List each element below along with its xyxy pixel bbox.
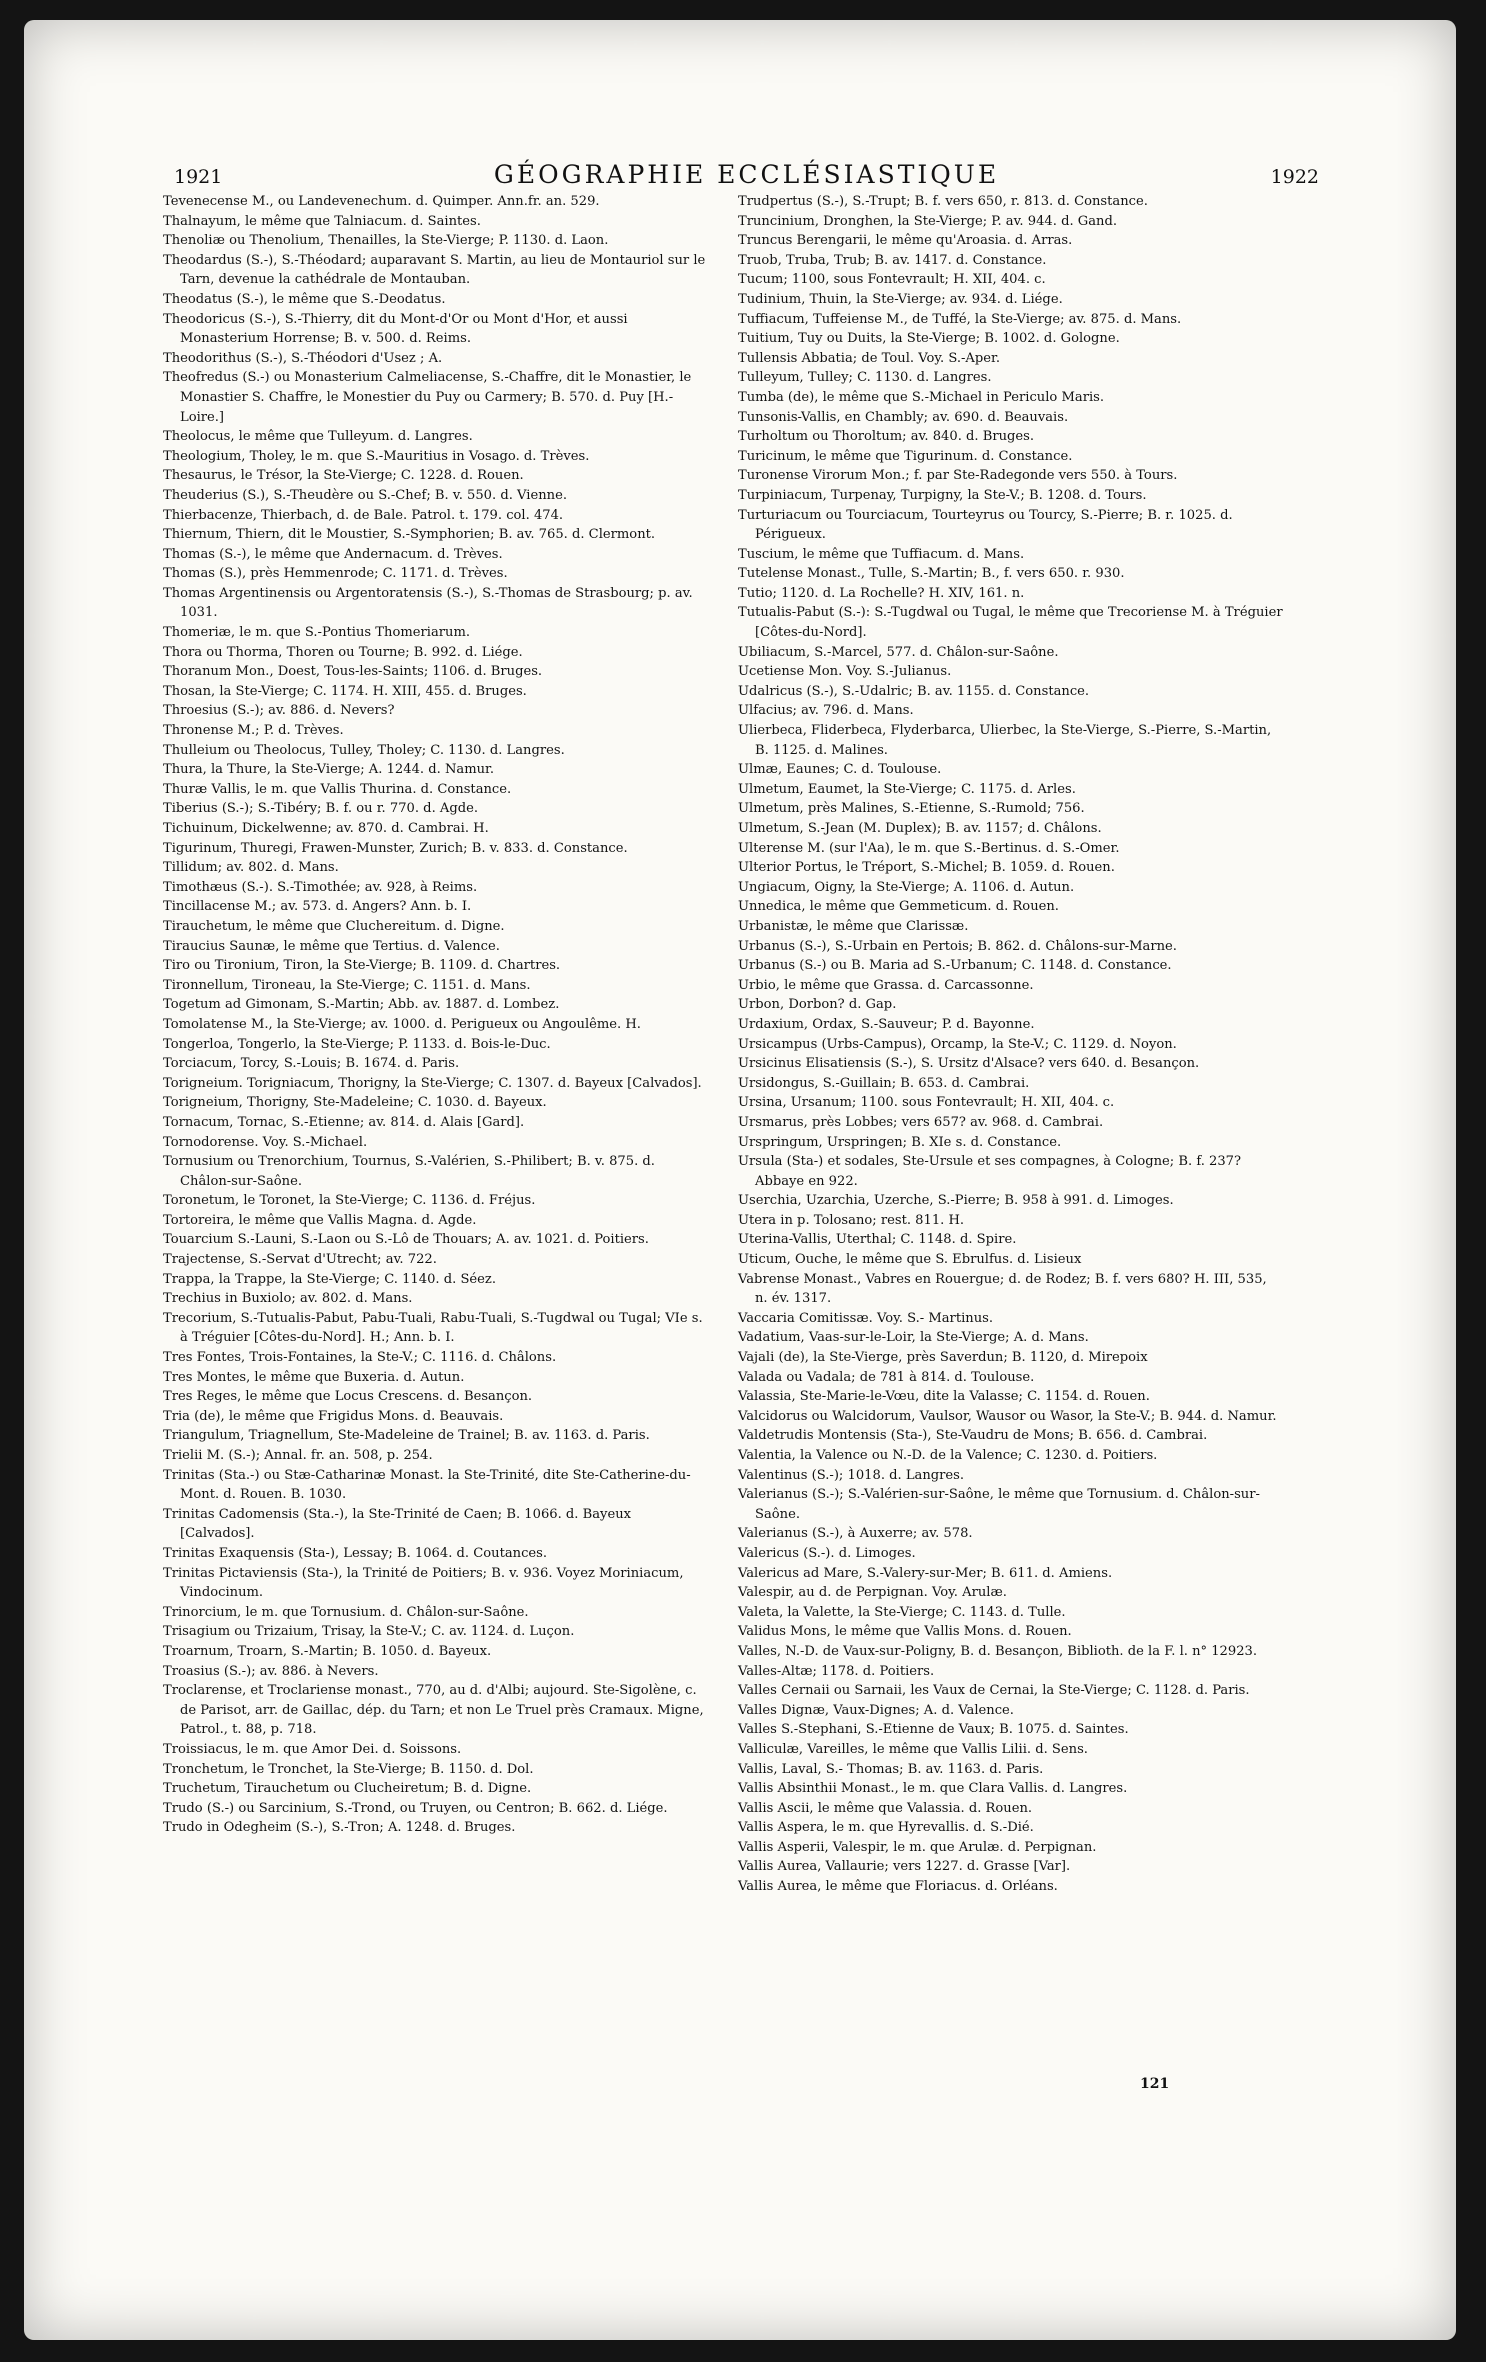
index-entry: Urspringum, Urspringen; B. XIe s. d. Constance. [738, 1134, 1062, 1150]
index-entry: Valliculæ, Vareilles, le même que Vallis Lilii. d. Sens. [738, 1741, 1088, 1757]
index-entry: Tulleyum, Tulley; C. 1130. d. Langres. [738, 370, 992, 386]
index-entry: Togetum ad Gimonam, S.-Martin; Abb. av. 1887. d. Lombez. [163, 997, 560, 1013]
index-entry: Urbio, le même que Grassa. d. Carcassonne. [738, 977, 1034, 993]
index-entry: Ulfacius; av. 796. d. Mans. [738, 703, 914, 719]
index-entry: Trudo (S.-) ou Sarcinium, S.-Trond, ou Truyen, ou Centron; B. 662. d. Liége. [163, 1800, 668, 1816]
index-entry: Theodardus (S.-), S.-Théodard; auparavant S. Martin, au lieu de Montauriol sur le Tarn, devenue la cathédrale de Montauban. [163, 252, 706, 288]
index-entry: Tincillacense M.; av. 573. d. Angers? Ann. b. I. [163, 899, 472, 915]
page-number-left: 1921 [174, 166, 223, 188]
index-entry: Valericus ad Mare, S.-Valery-sur-Mer; B. 611. d. Amiens. [738, 1565, 1113, 1581]
index-entry: Valerianus (S.-); S.-Valérien-sur-Saône, le même que Tornusium. d. Châlon-sur-Saône. [738, 1487, 1260, 1522]
index-entry: Tortoreira, le même que Vallis Magna. d. Agde. [163, 1212, 477, 1228]
index-entry: Ulmetum, près Malines, S.-Etienne, S.-Rumold; 756. [738, 801, 1085, 817]
index-entry: Thenoliæ ou Thenolium, Thenailles, la Ste-Vierge; P. 1130. d. Laon. [163, 233, 609, 249]
index-entry: Urbanus (S.-), S.-Urbain en Pertois; B. 862. d. Châlons-sur-Marne. [738, 938, 1177, 954]
index-entry: Ursicampus (Urbs-Campus), Orcamp, la Ste-V.; C. 1129. d. Noyon. [738, 1036, 1177, 1052]
index-entry: Trajectense, S.-Servat d'Utrecht; av. 722. [163, 1252, 437, 1268]
index-entry: Tornusium ou Trenorchium, Tournus, S.-Valérien, S.-Philibert; B. v. 875. d. Châlon-sur-Saône. [163, 1154, 655, 1189]
index-entry: Urbon, Dorbon? d. Gap. [738, 997, 897, 1013]
index-entry: Valles-Altæ; 1178. d. Poitiers. [738, 1663, 935, 1679]
index-entry: Timothæus (S.-). S.-Timothée; av. 928, à Reims. [163, 879, 478, 895]
index-entry: Tumba (de), le même que S.-Michael in Periculo Maris. [738, 389, 1105, 405]
index-entry: Tuffiacum, Tuffeiense M., de Tuffé, la Ste-Vierge; av. 875. d. Mans. [738, 311, 1182, 327]
index-entry: Tutualis-Pabut (S.-): S.-Tugdwal ou Tugal, le même que Trecoriense M. à Tréguier [Côtes-du-Nord]. [738, 605, 1283, 641]
index-entry: Theolocus, le même que Tulleyum. d. Langres. [163, 429, 473, 445]
index-entry: Vallis Aurea, le même que Floriacus. d. Orléans. [738, 1879, 1058, 1895]
index-entry: Valles Dignæ, Vaux-Dignes; A. d. Valence. [738, 1702, 1014, 1718]
index-entry: Thomeriæ, le m. que S.-Pontius Thomeriarum. [163, 625, 471, 641]
index-entry: Ursula (Sta-) et sodales, Ste-Ursule et ses compagnes, à Cologne; B. f. 237? Abbaye en 922. [738, 1154, 1242, 1189]
index-entry: Tiberius (S.-); S.-Tibéry; B. f. ou r. 770. d. Agde. [163, 801, 479, 817]
index-entry: Ursidongus, S.-Guillain; B. 653. d. Cambrai. [738, 1075, 1030, 1091]
index-entry: Truob, Truba, Trub; B. av. 1417. d. Constance. [738, 252, 1047, 268]
index-entry: Theodatus (S.-), le même que S.-Deodatus. [163, 291, 446, 307]
index-entry: Turturiacum ou Tourciacum, Tourteyrus ou Tourcy, S.-Pierre; B. r. 1025. d. Périgueux. [738, 507, 1233, 543]
index-entry: Vallis Aspera, le m. que Hyrevallis. d. S.-Dié. [738, 1820, 1034, 1836]
index-entry: Toronetum, le Toronet, la Ste-Vierge; C. 1136. d. Fréjus. [163, 1193, 536, 1209]
index-entry: Vallis, Laval, S.- Thomas; B. av. 1163. d. Paris. [738, 1761, 1044, 1777]
index-entry: Tutelense Monast., Tulle, S.-Martin; B., f. vers 650. r. 930. [738, 566, 1125, 582]
index-entry: Trinitas Exaquensis (Sta-), Lessay; B. 1064. d. Coutances. [163, 1545, 548, 1561]
index-entry: Valada ou Vadala; de 781 à 814. d. Toulouse. [738, 1369, 1035, 1385]
index-entry: Torciacum, Torcy, S.-Louis; B. 1674. d. Paris. [163, 1056, 460, 1072]
index-entry: Urdaxium, Ordax, S.-Sauveur; P. d. Bayonne. [738, 1016, 1035, 1032]
index-entry: Valles Cernaii ou Sarnaii, les Vaux de Cernai, la Ste-Vierge; C. 1128. d. Paris. [738, 1683, 1250, 1699]
index-entry: Tullensis Abbatia; de Toul. Voy. S.-Aper. [738, 350, 1000, 366]
index-entry: Troarnum, Troarn, S.-Martin; B. 1050. d. Bayeux. [163, 1643, 492, 1659]
index-entry: Tunsonis-Vallis, en Chambly; av. 690. d. Beauvais. [738, 409, 1069, 425]
index-entry: Valentinus (S.-); 1018. d. Langres. [738, 1467, 965, 1483]
index-entry: Valeta, la Valette, la Ste-Vierge; C. 1143. d. Tulle. [738, 1604, 1066, 1620]
index-entry: Utera in p. Tolosano; rest. 811. H. [738, 1212, 965, 1228]
index-entry: Trecorium, S.-Tutualis-Pabut, Pabu-Tuali, Rabu-Tuali, S.-Tugdwal ou Tugal; VIe s. à Tréguier [Côtes-du-Nord]. H.; Ann. b. I. [163, 1310, 703, 1346]
index-entry: Tria (de), le même que Frigidus Mons. d. Beauvais. [163, 1408, 504, 1424]
index-entry: Ursmarus, près Lobbes; vers 657? av. 968. d. Cambrai. [738, 1114, 1104, 1130]
index-entry: Truncus Berengarii, le même qu'Aroasia. d. Arras. [738, 233, 1073, 249]
index-entry: Thalnayum, le même que Talniacum. d. Saintes. [163, 213, 481, 229]
index-entry: Uterina-Vallis, Uterthal; C. 1148. d. Spire. [738, 1232, 1017, 1248]
index-entry: Tiro ou Tironium, Tiron, la Ste-Vierge; B. 1109. d. Chartres. [163, 958, 561, 974]
index-entry: Tigurinum, Thuregi, Frawen-Munster, Zurich; B. v. 833. d. Constance. [163, 840, 628, 856]
index-entry: Thura, la Thure, la Ste-Vierge; A. 1244. d. Namur. [163, 762, 495, 778]
index-entry: Trinorcium, le m. que Tornusium. d. Châlon-sur-Saône. [163, 1604, 529, 1620]
index-entry: Torigneium, Thorigny, Ste-Madeleine; C. 1030. d. Bayeux. [163, 1095, 547, 1111]
index-entry: Vadatium, Vaas-sur-le-Loir, la Ste-Vierge; A. d. Mans. [738, 1330, 1089, 1346]
index-entry: Valles, N.-D. de Vaux-sur-Poligny, B. d. Besançon, Biblioth. de la F. l. n° 12923. [738, 1643, 1258, 1659]
index-entry: Theologium, Tholey, le m. que S.-Mauritius in Vosago. d. Trèves. [163, 448, 590, 464]
index-entry: Thulleium ou Theolocus, Tulley, Tholey; C. 1130. d. Langres. [163, 742, 565, 758]
index-entry: Turpiniacum, Turpenay, Turpigny, la Ste-V.; B. 1208. d. Tours. [738, 487, 1147, 503]
index-entry: Throesius (S.-); av. 886. d. Nevers? [163, 703, 395, 719]
signature-mark: 121 [1140, 2076, 1170, 2092]
index-entry: Theodorithus (S.-), S.-Théodori d'Usez ; A. [163, 350, 443, 366]
index-entry: Troasius (S.-); av. 886. à Nevers. [163, 1663, 379, 1679]
index-entry: Udalricus (S.-), S.-Udalric; B. av. 1155. d. Constance. [738, 683, 1090, 699]
index-entry: Thosan, la Ste-Vierge; C. 1174. H. XIII, 455. d. Bruges. [163, 683, 527, 699]
index-entry: Tres Fontes, Trois-Fontaines, la Ste-V.; C. 1116. d. Châlons. [163, 1350, 557, 1366]
index-entry: Vabrense Monast., Vabres en Rouergue; d. de Rodez; B. f. vers 680? H. III, 535, n. év. 1317. [738, 1271, 1267, 1307]
index-entry: Thoranum Mon., Doest, Tous-les-Saints; 1106. d. Bruges. [163, 664, 543, 680]
index-entry: Thora ou Thorma, Thoren ou Tourne; B. 992. d. Liége. [163, 644, 523, 660]
index-entry: Tillidum; av. 802. d. Mans. [163, 860, 339, 876]
index-entry: Truchetum, Tirauchetum ou Clucheiretum; B. d. Digne. [163, 1781, 532, 1797]
index-entry: Thronense M.; P. d. Trèves. [163, 723, 344, 739]
index-entry: Vallis Absinthii Monast., le m. que Clara Vallis. d. Langres. [738, 1781, 1128, 1797]
index-entry: Tudinium, Thuin, la Ste-Vierge; av. 934. d. Liége. [738, 291, 1063, 307]
index-entry: Tirauchetum, le même que Cluchereitum. d. Digne. [163, 918, 505, 934]
index-entry: Tutio; 1120. d. La Rochelle? H. XIV, 161. n. [738, 585, 1025, 601]
index-entry: Trappa, la Trappe, la Ste-Vierge; C. 1140. d. Séez. [163, 1271, 496, 1287]
index-entry: Tornacum, Tornac, S.-Etienne; av. 814. d. Alais [Gard]. [163, 1114, 525, 1130]
index-entry: Ucetiense Mon. Voy. S.-Julianus. [738, 664, 952, 680]
index-entry: Triangulum, Triagnellum, Ste-Madeleine de Trainel; B. av. 1163. d. Paris. [163, 1428, 650, 1444]
index-entry: Tres Reges, le même que Locus Crescens. d. Besançon. [163, 1389, 533, 1405]
index-entry: Uticum, Ouche, le même que S. Ebrulfus. d. Lisieux [738, 1252, 1082, 1268]
index-entry: Torigneium. Torigniacum, Thorigny, la Ste-Vierge; C. 1307. d. Bayeux [Calvados]. [163, 1075, 702, 1091]
index-entry: Trudo in Odegheim (S.-), S.-Tron; A. 1248. d. Bruges. [163, 1820, 516, 1836]
index-entry: Trinitas (Sta.-) ou Stæ-Catharinæ Monast. la Ste-Trinité, dite Ste-Catherine-du-Mont. d. Rouen. B. 1030. [163, 1467, 691, 1503]
index-entry: Thesaurus, le Trésor, la Ste-Vierge; C. 1228. d. Rouen. [163, 468, 524, 484]
index-entry: Thierbacenze, Thierbach, d. de Bale. Patrol. t. 179. col. 474. [163, 507, 564, 523]
index-entry: Thiernum, Thiern, dit le Moustier, S.-Symphorien; B. av. 765. d. Clermont. [163, 527, 656, 543]
index-entry: Valerianus (S.-), à Auxerre; av. 578. [738, 1526, 973, 1542]
index-entry: Troissiacus, le m. que Amor Dei. d. Soissons. [163, 1741, 462, 1757]
index-entry: Trielii M. (S.-); Annal. fr. an. 508, p. 254. [163, 1448, 433, 1463]
index-entry: Tuscium, le même que Tuffiacum. d. Mans. [738, 546, 1025, 562]
index-entry: Tomolatense M., la Ste-Vierge; av. 1000. d. Perigueux ou Angoulême. H. [163, 1016, 641, 1032]
index-entry: Tiraucius Saunæ, le même que Tertius. d. Valence. [163, 938, 500, 954]
index-entry: Tevenecense M., ou Landevenechum. d. Quimper. Ann.fr. an. 529. [163, 194, 600, 209]
index-entry: Ulmetum, Eaumet, la Ste-Vierge; C. 1175. d. Arles. [738, 781, 1076, 797]
index-entry: Urbanistæ, le même que Clarissæ. [738, 918, 969, 934]
index-entry: Ursina, Ursanum; 1100. sous Fontevrault; H. XII, 404. c. [738, 1095, 1115, 1111]
index-entry: Ursicinus Elisatiensis (S.-), S. Ursitz d'Alsace? vers 640. d. Besançon. [738, 1056, 1200, 1072]
index-entry: Theofredus (S.-) ou Monasterium Calmeliacense, S.-Chaffre, dit le Monastier, le Monastier S. Chaffre, le Monestier du Puy ou Carmery; B. 570. d. Puy [H.-Loire.] [163, 370, 692, 425]
index-entry: Vallis Asperii, Valespir, le m. que Arulæ. d. Perpignan. [738, 1839, 1097, 1855]
index-entry: Tichuinum, Dickelwenne; av. 870. d. Cambrai. H. [163, 821, 489, 836]
index-entry: Ubiliacum, S.-Marcel, 577. d. Châlon-sur-Saône. [738, 644, 1059, 660]
index-entry: Valdetrudis Montensis (Sta-), Ste-Vaudru de Mons; B. 656. d. Cambrai. [738, 1428, 1208, 1444]
index-entry: Tongerloa, Tongerlo, la Ste-Vierge; P. 1133. d. Bois-le-Duc. [163, 1036, 551, 1052]
index-entry: Touarcium S.-Launi, S.-Laon ou S.-Lô de Thouars; A. av. 1021. d. Poitiers. [163, 1232, 649, 1248]
right-column [738, 192, 1283, 1897]
index-entry: Theuderius (S.), S.-Theudère ou S.-Chef; B. v. 550. d. Vienne. [163, 487, 567, 503]
index-entry: Trisagium ou Trizaium, Trisay, la Ste-V.; C. av. 1124. d. Luçon. [163, 1624, 575, 1640]
left-column [163, 192, 708, 1838]
index-entry: Urbanus (S.-) ou B. Maria ad S.-Urbanum; C. 1148. d. Constance. [738, 958, 1172, 974]
index-entry: Valassia, Ste-Marie-le-Vœu, dite la Valasse; C. 1154. d. Rouen. [738, 1389, 1150, 1405]
index-entry: Unnedica, le même que Gemmeticum. d. Rouen. [738, 899, 1059, 915]
index-entry: Thomas Argentinensis ou Argentoratensis (S.-), S.-Thomas de Strasbourg; p. av. 1031. [163, 585, 693, 621]
index-entry: Tironnellum, Tironeau, la Ste-Vierge; C. 1151. d. Mans. [163, 977, 531, 993]
index-entry: Theodoricus (S.-), S.-Thierry, dit du Mont-d'Or ou Mont d'Hor, et aussi Monasterium Horrense; B. v. 500. d. Reims. [163, 311, 628, 347]
index-entry: Trudpertus (S.-), S.-Trupt; B. f. vers 650, r. 813. d. Constance. [738, 194, 1148, 209]
index-entry: Troclarense, et Troclariense monast., 770, au d. d'Albi; aujourd. Ste-Sigolène, c. de Parisot, arr. de Gaillac, dép. du Tarn; et non Le Truel près Cramaux. Migne, Patrol., t. 88, p. 718. [163, 1683, 704, 1738]
index-entry: Thomas (S.-), le même que Andernacum. d. Trèves. [163, 546, 503, 562]
index-entry: Thuræ Vallis, le m. que Vallis Thurina. d. Constance. [163, 781, 512, 797]
index-entry: Truncinium, Dronghen, la Ste-Vierge; P. av. 944. d. Gand. [738, 213, 1118, 229]
index-entry: Tres Montes, le même que Buxeria. d. Autun. [163, 1369, 465, 1385]
index-entry: Userchia, Uzarchia, Uzerche, S.-Pierre; B. 958 à 991. d. Limoges. [738, 1193, 1174, 1209]
index-entry: Vallis Ascii, le même que Valassia. d. Rouen. [738, 1800, 1033, 1816]
index-entry: Turholtum ou Thoroltum; av. 840. d. Bruges. [738, 429, 1035, 445]
index-entry: Ulterior Portus, le Tréport, S.-Michel; B. 1059. d. Rouen. [738, 860, 1115, 876]
index-entry: Trechius in Buxiolo; av. 802. d. Mans. [163, 1291, 413, 1307]
index-entry: Validus Mons, le même que Vallis Mons. d. Rouen. [738, 1624, 1072, 1640]
index-entry: Vajali (de), la Ste-Vierge, près Saverdun; B. 1120, d. Mirepoix [738, 1350, 1148, 1366]
index-entry: Turonense Virorum Mon.; f. par Ste-Radegonde vers 550. à Tours. [738, 468, 1178, 484]
index-entry: Ulterense M. (sur l'Aa), le m. que S.-Bertinus. d. S.-Omer. [738, 840, 1120, 856]
index-entry: Ulmæ, Eaunes; C. d. Toulouse. [738, 762, 942, 778]
index-entry: Valcidorus ou Walcidorum, Vaulsor, Wausor ou Wasor, la Ste-V.; B. 944. d. Namur. [738, 1408, 1277, 1424]
index-entry: Valentia, la Valence ou N.-D. de la Valence; C. 1230. d. Poitiers. [738, 1448, 1158, 1463]
index-entry: Valles S.-Stephani, S.-Etienne de Vaux; B. 1075. d. Saintes. [738, 1722, 1129, 1738]
index-entry: Tucum; 1100, sous Fontevrault; H. XII, 404. c. [738, 272, 1046, 288]
index-entry: Vaccaria Comitissæ. Voy. S.- Martinus. [738, 1310, 994, 1326]
index-entry: Vallis Aurea, Vallaurie; vers 1227. d. Grasse [Var]. [738, 1859, 1071, 1875]
index-entry: Turicinum, le même que Tigurinum. d. Constance. [738, 448, 1073, 464]
index-entry: Valespir, au d. de Perpignan. Voy. Arulæ. [738, 1585, 1007, 1601]
index-entry: Tuitium, Tuy ou Duits, la Ste-Vierge; B. 1002. d. Gologne. [738, 331, 1120, 347]
page-title: GÉOGRAPHIE ECCLÉSIASTIQUE [493, 160, 1000, 189]
index-entry: Tornodorense. Voy. S.-Michael. [163, 1134, 368, 1150]
index-entry: Trinitas Cadomensis (Sta.-), la Ste-Trinité de Caen; B. 1066. d. Bayeux [Calvados]. [163, 1506, 632, 1542]
index-entry: Thomas (S.), près Hemmenrode; C. 1171. d. Trèves. [163, 566, 508, 582]
index-entry: Valericus (S.-). d. Limoges. [738, 1545, 916, 1561]
index-entry: Trinitas Pictaviensis (Sta-), la Trinité de Poitiers; B. v. 936. Voyez Moriniacum, Vindocinum. [163, 1565, 684, 1601]
index-entry: Ulmetum, S.-Jean (M. Duplex); B. av. 1157; d. Châlons. [738, 821, 1102, 836]
index-entry: Tronchetum, le Tronchet, la Ste-Vierge; B. 1150. d. Dol. [163, 1761, 534, 1777]
index-entry: Ungiacum, Oigny, la Ste-Vierge; A. 1106. d. Autun. [738, 879, 1075, 895]
page-number-right: 1922 [1270, 166, 1319, 188]
index-entry: Ulierbeca, Fliderbeca, Flyderbarca, Ulierbec, la Ste-Vierge, S.-Pierre, S.-Martin, B. 1125. d. Malines. [738, 723, 1272, 758]
